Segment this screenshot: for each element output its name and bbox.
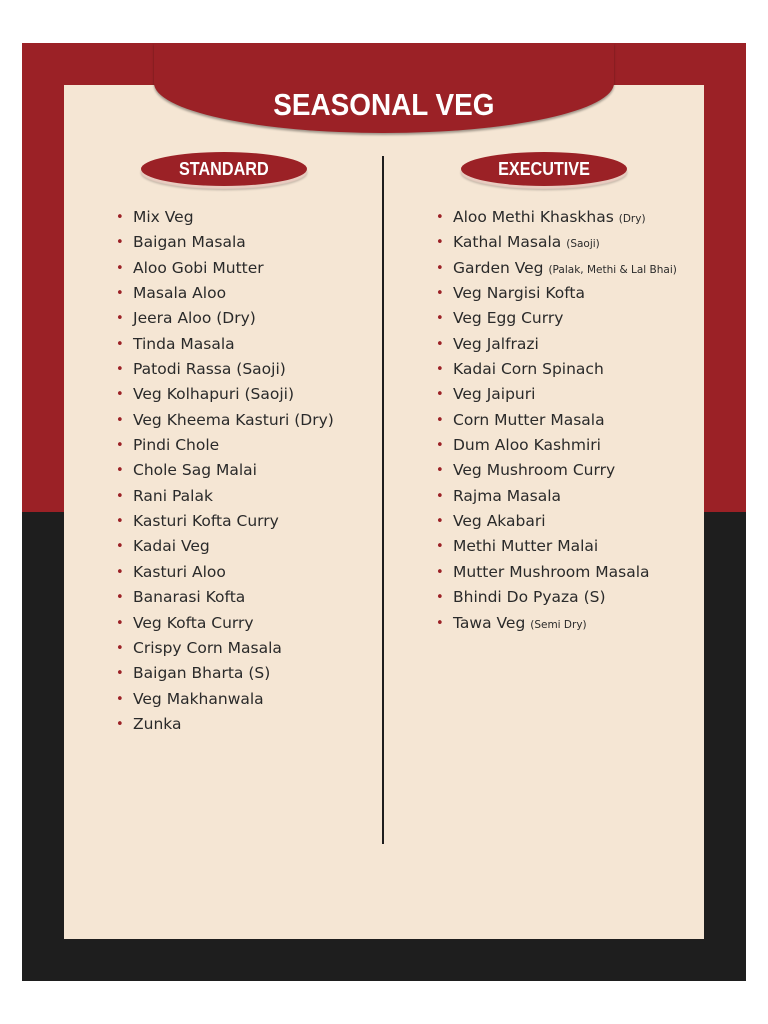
list-item bbox=[436, 205, 677, 230]
bullet-icon: • bbox=[116, 691, 124, 707]
list-item bbox=[436, 408, 677, 433]
item-name: Veg Mushroom Curry bbox=[453, 461, 616, 480]
list-item bbox=[436, 560, 677, 585]
bullet-icon: • bbox=[436, 514, 444, 530]
item-name: Tinda Masala bbox=[133, 334, 235, 353]
list-item bbox=[116, 230, 334, 255]
list-item bbox=[116, 534, 334, 559]
column-divider bbox=[382, 156, 384, 844]
executive-list bbox=[436, 205, 677, 636]
list-item bbox=[436, 357, 677, 382]
executive-heading-label: EXECUTIVE bbox=[498, 158, 590, 179]
list-item bbox=[116, 585, 334, 610]
bullet-icon: • bbox=[116, 286, 124, 302]
list-item bbox=[116, 661, 334, 686]
bullet-icon: • bbox=[116, 514, 124, 530]
bullet-icon: • bbox=[436, 235, 444, 251]
list-item bbox=[116, 332, 334, 357]
list-item bbox=[436, 585, 677, 610]
bullet-icon: • bbox=[436, 286, 444, 302]
bullet-icon: • bbox=[116, 564, 124, 580]
bullet-icon: • bbox=[436, 564, 444, 580]
item-name: Kathal Masala bbox=[453, 233, 562, 252]
bullet-icon: • bbox=[436, 412, 444, 428]
list-item bbox=[436, 458, 677, 483]
list-item bbox=[116, 712, 334, 737]
item-note: (Saoji) bbox=[566, 238, 600, 251]
list-item bbox=[436, 332, 677, 357]
list-item bbox=[116, 560, 334, 585]
item-name: Rani Palak bbox=[133, 486, 213, 505]
item-name: Rajma Masala bbox=[453, 486, 562, 505]
list-item bbox=[116, 433, 334, 458]
bullet-icon: • bbox=[116, 539, 124, 555]
bullet-icon: • bbox=[116, 615, 124, 631]
list-item bbox=[436, 433, 677, 458]
bullet-icon: • bbox=[116, 488, 124, 504]
list-item bbox=[116, 484, 334, 509]
item-name: Masala Aloo bbox=[133, 284, 227, 303]
executive-heading bbox=[461, 152, 627, 186]
item-name: Veg Egg Curry bbox=[453, 309, 564, 328]
bullet-icon: • bbox=[436, 210, 444, 225]
list-item bbox=[116, 205, 334, 230]
list-item bbox=[116, 256, 334, 281]
list-item bbox=[116, 382, 334, 407]
list-item bbox=[116, 458, 334, 483]
item-name: Crispy Corn Masala bbox=[133, 638, 282, 657]
bullet-icon: • bbox=[116, 336, 124, 352]
bullet-icon: • bbox=[116, 260, 124, 276]
item-name: Mix Veg bbox=[133, 208, 194, 226]
item-name: Methi Mutter Malai bbox=[453, 537, 599, 556]
bullet-icon: • bbox=[116, 311, 124, 327]
bullet-icon: • bbox=[436, 539, 444, 555]
bullet-icon: • bbox=[116, 438, 124, 454]
item-name: Veg Nargisi Kofta bbox=[453, 284, 585, 303]
bullet-icon: • bbox=[116, 387, 124, 403]
item-name: Kasturi Aloo bbox=[133, 562, 226, 581]
list-item bbox=[436, 611, 677, 636]
item-name: Kadai Corn Spinach bbox=[453, 360, 604, 379]
item-name: Banarasi Kofta bbox=[133, 588, 246, 607]
item-name: Chole Sag Malai bbox=[133, 461, 257, 480]
item-note: (Dry) bbox=[618, 213, 646, 225]
item-name: Aloo Methi Khaskhas bbox=[453, 208, 614, 226]
bullet-icon: • bbox=[436, 438, 444, 454]
bullet-icon: • bbox=[116, 235, 124, 251]
item-name: Veg Makhanwala bbox=[133, 689, 264, 708]
item-name: Veg Jaipuri bbox=[453, 385, 536, 404]
item-name: Veg Jalfrazi bbox=[453, 334, 539, 353]
item-name: Tawa Veg bbox=[453, 613, 526, 632]
item-name: Aloo Gobi Mutter bbox=[133, 258, 264, 277]
bullet-icon: • bbox=[436, 615, 444, 631]
item-note: (Semi Dry) bbox=[530, 618, 587, 631]
bullet-icon: • bbox=[436, 463, 444, 479]
item-name: Veg Kofta Curry bbox=[133, 613, 254, 632]
item-name: Bhindi Do Pyaza (S) bbox=[453, 588, 606, 607]
list-item bbox=[436, 281, 677, 306]
list-item bbox=[116, 509, 334, 534]
item-name: Veg Kheema Kasturi (Dry) bbox=[133, 410, 334, 429]
bullet-icon: • bbox=[436, 387, 444, 403]
list-item bbox=[436, 509, 677, 534]
bullet-icon: • bbox=[436, 336, 444, 352]
item-name: Jeera Aloo (Dry) bbox=[133, 309, 256, 328]
list-item bbox=[116, 611, 334, 636]
standard-heading-label: STANDARD bbox=[179, 158, 269, 179]
item-name: Dum Aloo Kashmiri bbox=[453, 436, 601, 455]
page-title: SEASONAL VEG bbox=[273, 87, 495, 122]
bullet-icon: • bbox=[116, 362, 124, 378]
bullet-icon: • bbox=[116, 590, 124, 606]
bullet-icon: • bbox=[116, 210, 124, 225]
item-name: Baigan Bharta (S) bbox=[133, 664, 271, 683]
item-name: Garden Veg bbox=[453, 258, 544, 277]
list-item bbox=[116, 281, 334, 306]
bullet-icon: • bbox=[436, 488, 444, 504]
standard-heading bbox=[141, 152, 307, 186]
bullet-icon: • bbox=[436, 590, 444, 606]
list-item bbox=[116, 357, 334, 382]
bullet-icon: • bbox=[436, 362, 444, 378]
list-item bbox=[116, 687, 334, 712]
item-name: Mutter Mushroom Masala bbox=[453, 562, 650, 581]
list-item bbox=[436, 534, 677, 559]
list-item bbox=[436, 484, 677, 509]
bullet-icon: • bbox=[436, 311, 444, 327]
item-name: Veg Akabari bbox=[453, 512, 546, 531]
item-name: Veg Kolhapuri (Saoji) bbox=[133, 385, 295, 404]
list-item bbox=[436, 256, 677, 281]
list-item bbox=[116, 636, 334, 661]
list-item bbox=[116, 408, 334, 433]
bullet-icon: • bbox=[116, 640, 124, 656]
item-note: (Palak, Methi & Lal Bhai) bbox=[548, 263, 677, 276]
standard-list bbox=[116, 205, 334, 737]
bullet-icon: • bbox=[116, 463, 124, 479]
item-name: Kadai Veg bbox=[133, 537, 210, 556]
list-item bbox=[436, 306, 677, 331]
list-item bbox=[436, 230, 677, 255]
item-name: Baigan Masala bbox=[133, 233, 246, 252]
item-name: Kasturi Kofta Curry bbox=[133, 512, 279, 531]
bullet-icon: • bbox=[116, 716, 124, 732]
bullet-icon: • bbox=[436, 260, 444, 276]
bullet-icon: • bbox=[116, 666, 124, 682]
list-item bbox=[116, 306, 334, 331]
item-name: Zunka bbox=[133, 714, 182, 733]
item-name: Corn Mutter Masala bbox=[453, 410, 605, 429]
bullet-icon: • bbox=[116, 412, 124, 428]
list-item bbox=[436, 382, 677, 407]
item-name: Pindi Chole bbox=[133, 436, 220, 455]
item-name: Patodi Rassa (Saoji) bbox=[133, 360, 286, 379]
